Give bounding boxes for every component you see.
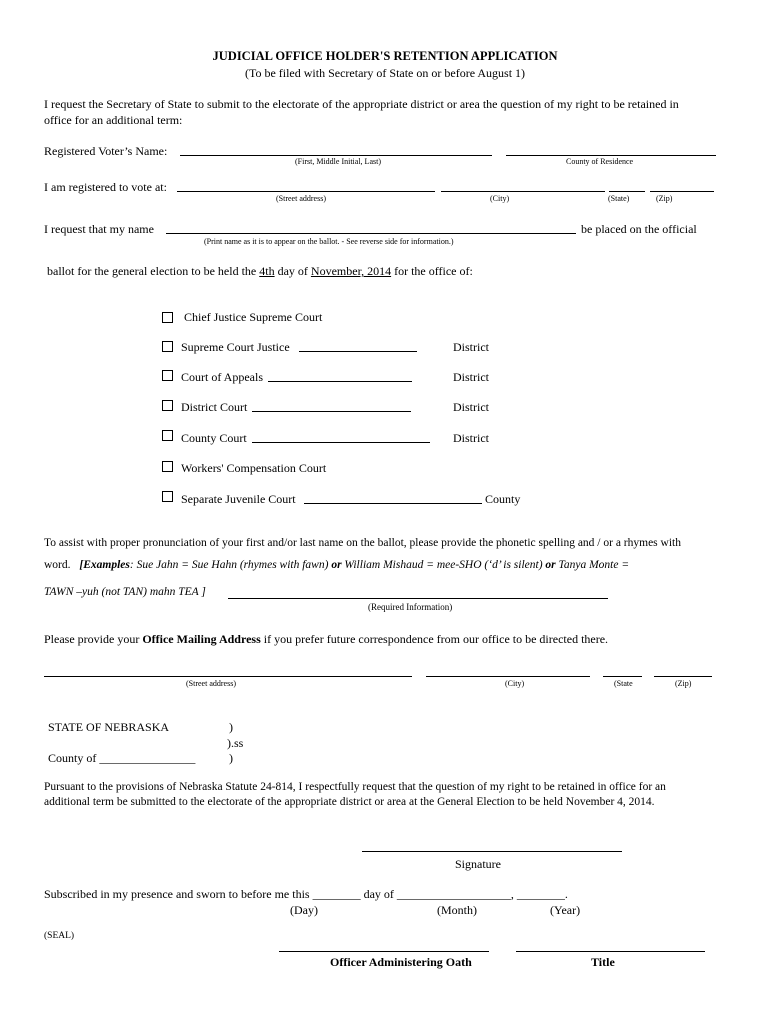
supreme-court-district: District	[453, 340, 489, 354]
venue-county: County of ________________	[48, 751, 196, 765]
office-label-chief-justice: Chief Justice Supreme Court	[184, 310, 323, 324]
office-checkbox-workers-comp[interactable]	[162, 461, 173, 472]
juvenile-court-county: County	[485, 492, 521, 506]
mail-state-hint: (State	[614, 679, 633, 688]
officer-label: Officer Administering Oath	[330, 955, 472, 969]
pursuant-line-2: additional term be submitted to the electorate of the appropriate district or area at the General Election to be held November 4, 2014.	[44, 796, 655, 808]
office-label-county-court: County Court	[181, 431, 247, 445]
pronunciation-word: word.	[44, 559, 71, 571]
office-checkbox-county-court[interactable]	[162, 430, 173, 441]
signature-line[interactable]	[362, 851, 622, 852]
examples-or-2: or	[545, 559, 556, 571]
county-court-line[interactable]	[252, 442, 430, 443]
name-request-prefix: I request that my name	[44, 222, 154, 236]
subscribed-text: Subscribed in my presence and sworn to before me this ________ day of ___________________, ________.	[44, 887, 568, 901]
office-label-court-of-appeals: Court of Appeals	[181, 370, 263, 384]
examples-label: [Examples	[79, 559, 130, 571]
name-request-suffix: be placed on the official	[581, 222, 697, 236]
mail-state-line[interactable]	[603, 676, 642, 677]
seal-label: (SEAL)	[44, 931, 75, 941]
court-of-appeals-line[interactable]	[268, 381, 412, 382]
subscribed-day-hint: (Day)	[290, 903, 318, 917]
office-checkbox-chief-justice[interactable]	[162, 312, 173, 323]
juvenile-court-line[interactable]	[304, 503, 482, 504]
ballot-month: November, 2014	[310, 264, 392, 278]
ballot-name-line[interactable]	[166, 233, 576, 234]
district-court-district: District	[453, 400, 489, 414]
officer-title-label: Title	[591, 955, 615, 969]
office-checkbox-district-court[interactable]	[162, 400, 173, 411]
county-residence-hint: County of Residence	[566, 157, 634, 166]
registered-voter-label: Registered Voter’s Name:	[44, 144, 168, 158]
office-checkbox-juvenile-court[interactable]	[162, 491, 173, 502]
pronunciation-line-2	[44, 560, 629, 572]
vote-city-line[interactable]	[441, 191, 605, 192]
mail-city-hint: (City)	[505, 679, 525, 688]
examples-or-1: or	[331, 559, 342, 571]
venue-paren-3: )	[229, 751, 233, 765]
pronunciation-line-1: To assist with proper pronunciation of your first and/or last name on the ballot, please provide the phonetic spelling and / or a rhymes with	[44, 537, 681, 549]
mailing-post: if you prefer future correspondence from our office to be directed there.	[263, 632, 609, 646]
intro-line-2: office for an additional term:	[44, 113, 183, 127]
vote-state-hint: (State)	[608, 194, 630, 203]
office-checkbox-court-of-appeals[interactable]	[162, 370, 173, 381]
ballot-day: 4th	[259, 264, 275, 278]
voter-name-line[interactable]	[180, 155, 492, 156]
office-label-district-court: District Court	[181, 400, 248, 414]
vote-street-line[interactable]	[177, 191, 435, 192]
intro-line-1: I request the Secretary of State to submit to the electorate of the appropriate district or area the question of my right to be retained in	[44, 97, 679, 111]
ballot-name-hint: (Print name as it is to appear on the ballot. - See reverse side for information.)	[204, 237, 454, 246]
mailing-address-line	[44, 633, 608, 645]
required-info-hint: (Required Information)	[368, 602, 453, 612]
vote-at-label: I am registered to vote at:	[44, 180, 167, 194]
ballot-line	[47, 265, 473, 277]
vote-zip-line[interactable]	[650, 191, 714, 192]
voter-name-hint: (First, Middle Initial, Last)	[295, 157, 381, 166]
vote-state-line[interactable]	[609, 191, 645, 192]
ballot-mid: day of	[277, 264, 308, 278]
mail-zip-hint: (Zip)	[675, 679, 692, 688]
venue-state: STATE OF NEBRASKA	[48, 720, 170, 734]
mail-street-line[interactable]	[44, 676, 412, 677]
county-court-district: District	[453, 431, 489, 445]
vote-zip-hint: (Zip)	[656, 194, 673, 203]
officer-line[interactable]	[279, 951, 489, 952]
vote-city-hint: (City)	[490, 194, 510, 203]
examples-text: : Sue Jahn = Sue Hahn (rhymes with fawn)	[129, 559, 329, 571]
form-subtitle: (To be filed with Secretary of State on or before August 1)	[244, 66, 526, 80]
form-title: JUDICIAL OFFICE HOLDER'S RETENTION APPLICATION	[212, 49, 558, 63]
mail-city-line[interactable]	[426, 676, 590, 677]
phonetic-spelling-line[interactable]	[228, 598, 608, 599]
office-label-supreme-court: Supreme Court Justice	[181, 340, 290, 354]
venue-ss: ).ss	[227, 736, 244, 750]
ballot-pre: ballot for the general election to be held the	[47, 264, 257, 278]
venue-paren-1: )	[229, 720, 233, 734]
subscribed-month-hint: (Month)	[437, 903, 477, 917]
pronunciation-line-3: TAWN –yuh (not TAN) mahn TEA ]	[44, 586, 206, 598]
signature-label: Signature	[455, 857, 501, 871]
office-label-juvenile-court: Separate Juvenile Court	[181, 492, 296, 506]
subscribed-year-hint: (Year)	[550, 903, 581, 917]
county-residence-line[interactable]	[506, 155, 716, 156]
court-of-appeals-district: District	[453, 370, 489, 384]
pursuant-line-1: Pursuant to the provisions of Nebraska Statute 24-814, I respectfully request that the question of my right to be retained in office for an	[44, 781, 666, 793]
mailing-bold: Office Mailing Address	[142, 632, 261, 646]
examples-3: Tanya Monte =	[558, 559, 630, 571]
office-checkbox-supreme-court[interactable]	[162, 341, 173, 352]
mail-street-hint: (Street address)	[186, 679, 236, 688]
title-line[interactable]	[516, 951, 705, 952]
vote-street-hint: (Street address)	[276, 194, 326, 203]
examples-2: William Mishaud = mee-SHO (‘d’ is silent)	[344, 559, 543, 571]
office-label-workers-comp: Workers' Compensation Court	[181, 461, 327, 475]
district-court-line[interactable]	[252, 411, 411, 412]
ballot-post: for the office of:	[394, 264, 473, 278]
supreme-court-line[interactable]	[299, 351, 417, 352]
mail-zip-line[interactable]	[654, 676, 712, 677]
mailing-pre: Please provide your	[44, 632, 140, 646]
